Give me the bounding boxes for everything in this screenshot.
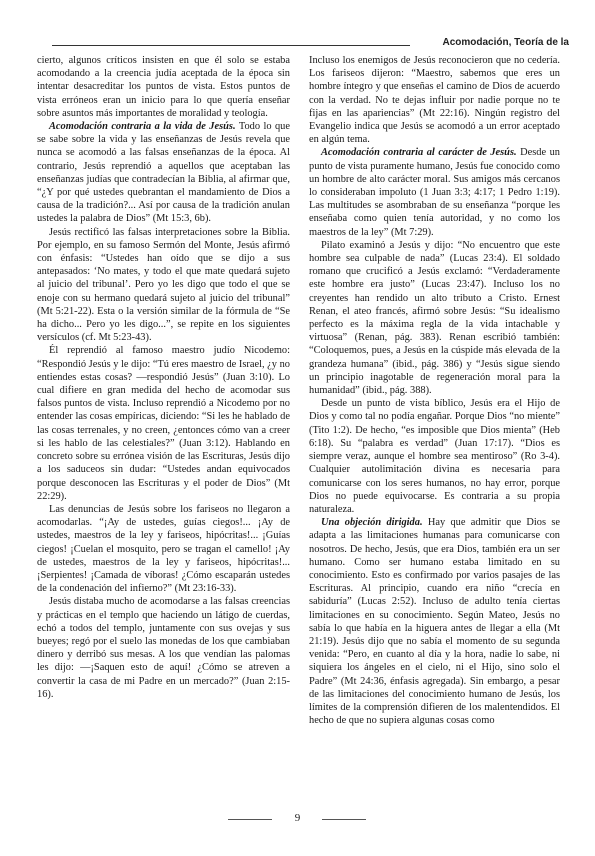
paragraph: Él reprendió al famoso maestro judío Nicodemo: “Respondió Jesús y le dijo: “Tú eres maestro de Israel, ¿y no entiendes estas cosas? —respondió Jesús” (Juan 3:10). Lo cual difiere en gran medida del hecho de acomodar sus falsos puntos de vista. Incluso reprendió a Nicodemo por no entender las cosas empíricas, diciendo: “Si les he hablado de las cosas terrenales, y no creen, ¿entonces cómo van a creer si les hablo de las celestiales?” (Juan 3:12). Hablando en concreto sobre su errónea visión de las Escrituras, Jesús dijo a los saduceos sin dudar: “Ustedes andan equivocados porque desconocen las Escrituras y el poder de Dios” (Mt 22:29).	[37, 345, 290, 502]
running-head: Acomodación, Teoría de la	[442, 37, 569, 48]
right-column	[309, 54, 560, 727]
section-lead: Acomodación contraria al carácter de Jesús.	[321, 147, 517, 159]
paragraph: Jesús distaba mucho de acomodarse a las falsas creencias y prácticas en el templo que haciendo un látigo de cuerdas, echó a todos del templo, juntamente con sus ovejas y sus bueyes; regó por el suelo las monedas de los que cambiaban dinero y derribó sus mesas. A los que vendían las palomas les dijo: —¡Saquen esto de aquí! ¿Cómo se atreven a convertir la casa de mi Padre en un mercado?” (Juan 2:15-16).	[37, 596, 290, 700]
footer-rule-right	[322, 819, 366, 820]
header-rule	[52, 45, 410, 46]
paragraph: Jesús rectificó las falsas interpretaciones sobre la Biblia. Por ejemplo, en su famoso Sermón del Monte, Jesús afirmó con énfasis: “Ustedes han oído que se dijo a sus antepasados: ‘No mates, y todo el que mate quedará sujeto al juicio del tribunal’. Pero yo les digo que todo el que se enoje con su hermano quedará sujeto al juicio del tribunal” (Mt 5:21-22). Esta o la versión similar de la fórmula de “Se ha dicho... Pero yo les digo...”, se repite en los siguientes versículos (cf. Mt 5:23-43).	[37, 226, 290, 344]
paragraph: Las denuncias de Jesús sobre los fariseos no llegaron a acomodarlas. “¡Ay de ustedes, guías ciegos!... ¡Ay de ustedes, maestros de la ley y fariseos, hipócritas!... ¡Guías ciegos! ¡Cuelan el mosquito, pero se tragan el camello! ¡Ay de ustedes, maestros de la ley y fariseos, hipócritas!... ¡Serpientes! ¡Camada de víboras! ¿Cómo escaparán ustedes de la condenación del infierno?” (Mt 23:16-33).	[37, 503, 290, 595]
section-lead: Acomodación contraria a la vida de Jesús.	[49, 121, 236, 133]
paragraph: Pilato examinó a Jesús y dijo: “No encuentro que este hombre sea culpable de nada” (Lucas 23:4). El soldado romano que crucificó a Jesús exclamó: “Verdaderamente este hombre era justo” (Lucas 23:47). Incluso los no creyentes han rendido un alto tributo a Cristo. Ernest Renan, el ateo francés, afirmó sobre Jesús: “Su idealismo perfecto es la máxima regla de la vida intachable y virtuosa” (Renan, pág. 383). Renan escribió también: “Coloquemos, pues, a Jesús en la cúspide más elevada de la grandeza humana” (ibid., pág. 386) y “Jesús sigue siendo un principio inagotable de regeneración moral para la humanidad” (ibid., pág. 388).	[309, 239, 560, 397]
page-number: 9	[294, 812, 301, 824]
section-lead: Una objeción dirigida.	[321, 517, 423, 529]
paragraph: Acomodación contraria al carácter de Jesús. Desde un punto de vista puramente humano, Jesús fue conocido como un hombre de alto carácter moral. Sus amigos más cercanos lo consideraban impoluto (1 Juan 3:3; 4:17; 1 Pedro 1:19). Las multitudes se asombraban de su enseñanza “porque les enseñaba como quien tenía autoridad, y no como los maestros de la ley” (Mt 7:29).	[309, 147, 560, 238]
paragraph: Incluso los enemigos de Jesús reconocieron que no cedería. Los fariseos dijeron: “Maestro, sabemos que eres un hombre íntegro y que enseñas el camino de Dios de acuerdo con la verdad. No te dejas influir por nadie porque no te fijas en las apariencias” (Mt 22:16). Ningún registro del Evangelio indica que Jesús se acomodó a un error aceptado en algún tema.	[309, 55, 560, 146]
left-column	[37, 54, 290, 701]
paragraph: Una objeción dirigida. Hay que admitir que Dios se adapta a las limitaciones humanas para comunicarse con nosotros. De hecho, Jesús, que era Dios, también era un ser humano. Como ser humano estaba limitado en su conocimiento. Esto es confirmado por varios pasajes de las Escrituras. Al principio, cuando era niño “crecía en sabiduría” (Lucas 2:52). Incluso de adulto tenía ciertas limitaciones en su conocimiento. Según Mateo, Jesús no sabía lo que había en la higuera antes de llegar a ella (Mt 21:19). Jesús dijo que no sabía el momento de su segunda venida: “Pero, en cuanto al día y la hora, nadie lo sabe, ni siquiera los ángeles en el cielo, ni el Hijo, sino solo el Padre” (Mt 24:36, énfasis agregada). Sin embargo, a pesar de las limitaciones del conocimiento humano de Jesús, los límites de la comprensión difieren de los malentendidos. El hecho de que no supiera algunas cosas como	[309, 517, 560, 727]
paragraph: Acomodación contraria a la vida de Jesús. Todo lo que se sabe sobre la vida y las enseñanzas de Jesús revela que nunca se acomodó a las falsas enseñanzas de la época. Al contrario, Jesús reprendió a aquellos que aceptaban las enseñanzas judías que contradecían la Biblia, al afirmar que, “¿Y por qué ustedes quebrantan el mandamiento de Dios a causa de la tradición?... Así por causa de la tradición anulan ustedes la palabra de Dios” (Mt 15:3, 6b).	[37, 121, 290, 225]
paragraph: Desde un punto de vista bíblico, Jesús era el Hijo de Dios y como tal no podía engañar. Porque Dios “no miente” (Tito 1:2). De hecho, “es imposible que Dios mienta” (Heb 6:18). Su “palabra es verdad” (Juan 17:17). “Dios es siempre veraz, aunque el hombre sea mentiroso” (Ro 3-4). Cualquier autolimitación divina es necesaria para comunicarse con los seres humanos, no hay error, porque Dios no puede equivocarse. Es contraria a su propia naturaleza.	[309, 398, 560, 515]
paragraph: cierto, algunos críticos insisten en que él solo se estaba acomodando a la creencia judía aceptada de la época sin intentar desacreditar los puntos de vista. Estos puntos de vista erróneos eran un inicio para lo que quería enseñar sobre asuntos más importantes de moralidad y teología.	[37, 55, 290, 119]
